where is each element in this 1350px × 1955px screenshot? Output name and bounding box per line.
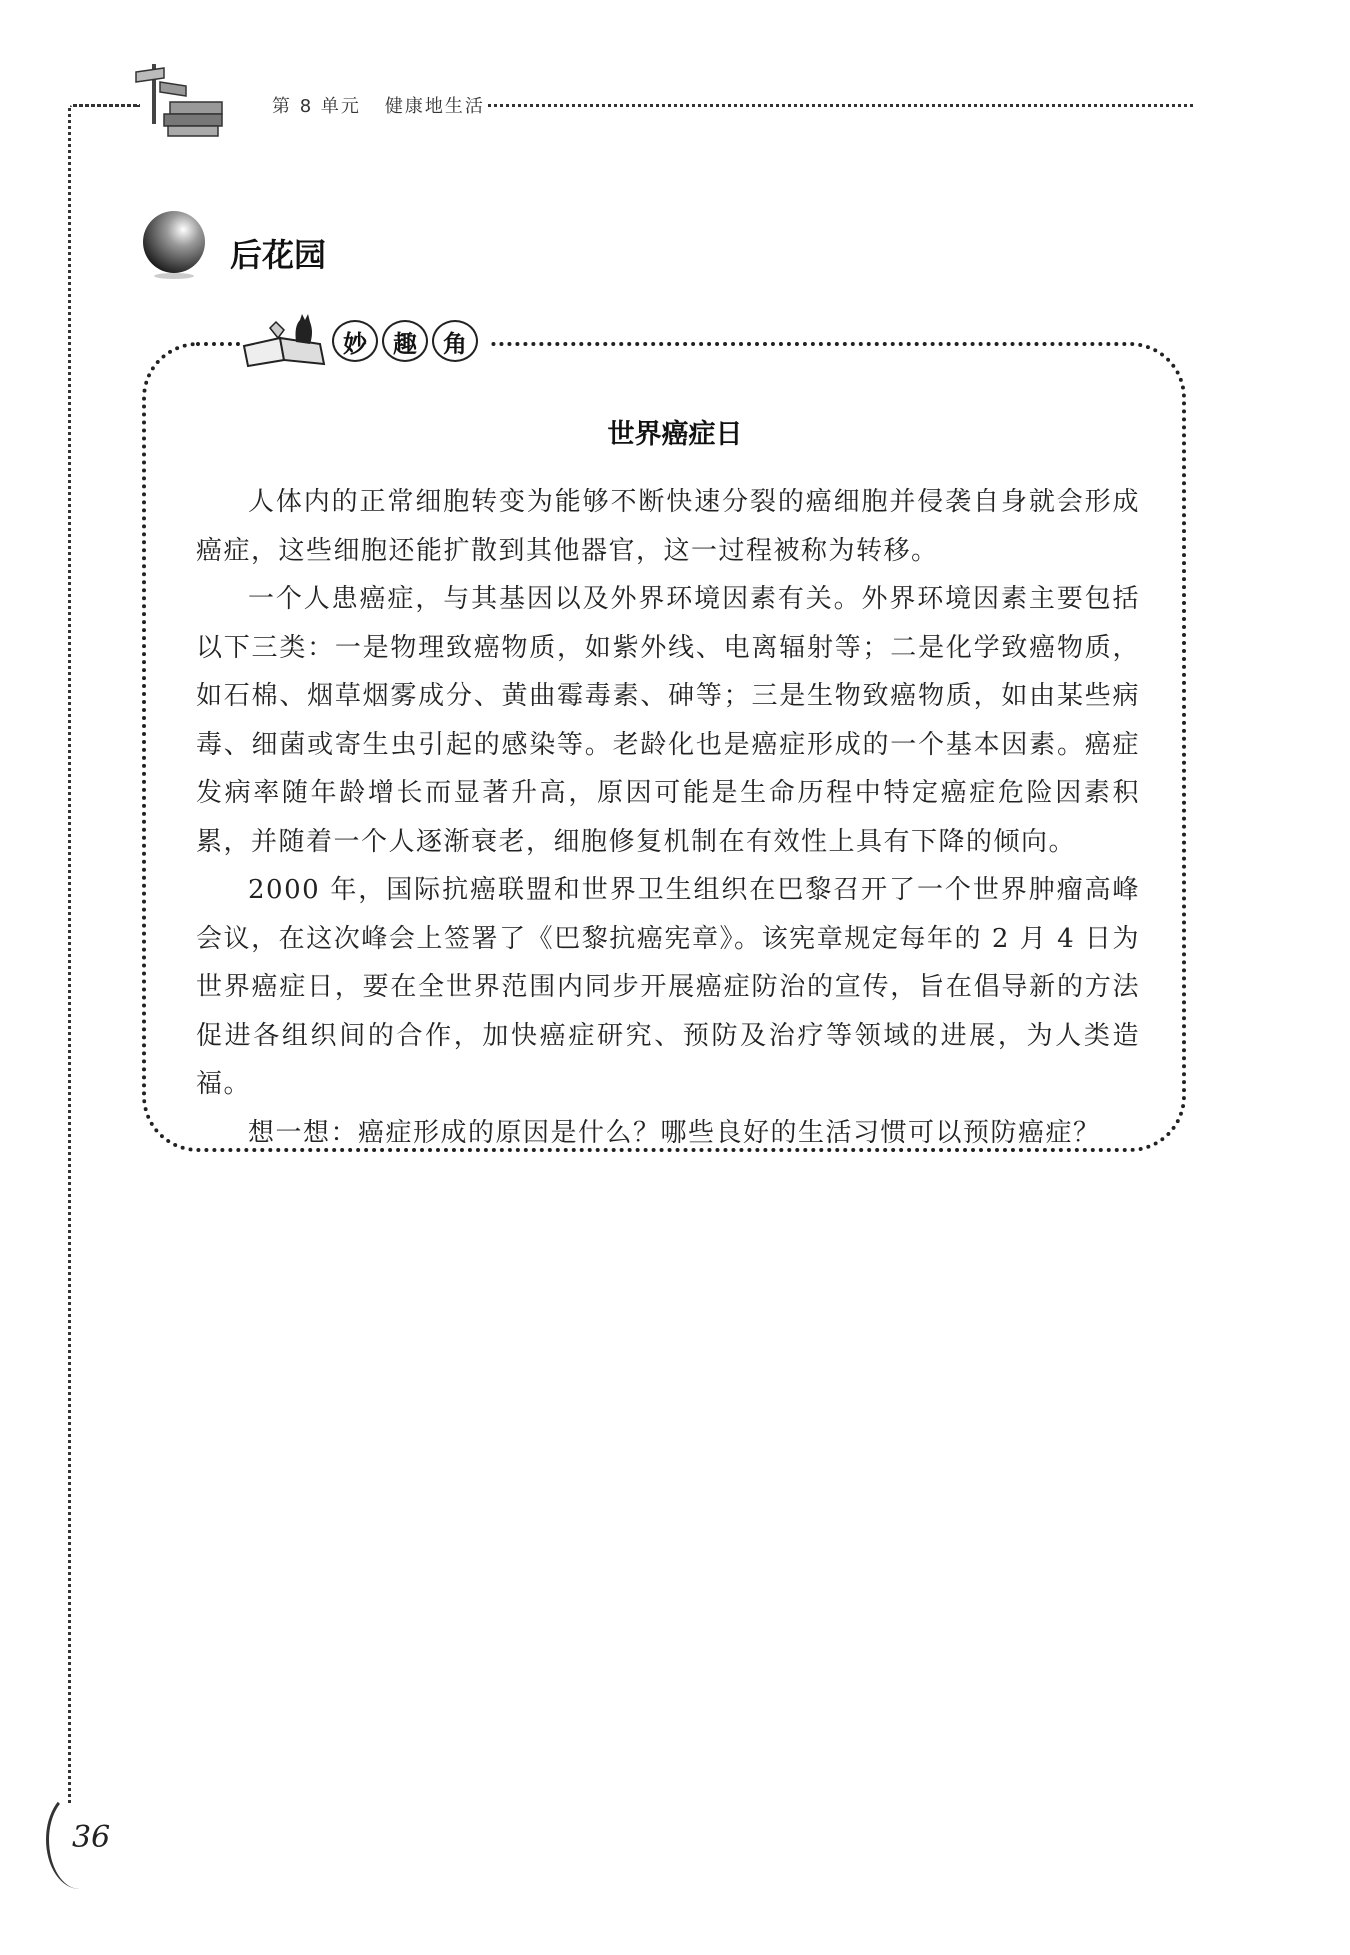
header-chapter: 健康地生活: [384, 96, 485, 117]
article-body: [196, 478, 1140, 1157]
badge-char-3: 角: [432, 320, 478, 362]
fun-corner-badge: [240, 308, 490, 370]
open-book-cat-icon: [240, 308, 330, 370]
section-title: 后花园: [230, 236, 327, 274]
badge-char-2: 趣: [382, 320, 428, 362]
running-header: [272, 92, 509, 118]
article-question: 想一想：癌症形成的原因是什么？哪些良好的生活习惯可以预防癌症？: [248, 1117, 1101, 1148]
article-paragraph: 一个人患癌症，与其基因以及外界环境因素有关。外界环境因素主要包括以下三类：一是物理致癌物质，如紫外线、电离辐射等；二是化学致癌物质，如石棉、烟草烟雾成分、黄曲霉毒素、砷等；三是生物致癌物质，如由某些病毒、细菌或寄生虫引起的感染等。老龄化也是癌症形成的一个基本因素。癌症发病率随年龄增长而显著升高，原因可能是生命历程中特定癌症危险因素积累，并随着一个人逐渐衰老，细胞修复机制在有效性上具有下降的倾向。: [196, 584, 1140, 857]
page-number: 36: [72, 1820, 111, 1855]
header-unit: 第 8 单元: [272, 96, 361, 117]
article-paragraph: 2000 年，国际抗癌联盟和世界卫生组织在巴黎召开了一个世界肿瘤高峰会议，在这次峰会上签署了《巴黎抗癌宪章》。该宪章规定每年的 2 月 4 日为世界癌症日，要在全世界范围内同步开展癌症防治的宣传，旨在倡导新的方法促进各组织间的合作，加快癌症研究、预防及治疗等领域的进展，为人类造福。: [196, 875, 1140, 1099]
globe-ball-icon: [140, 208, 208, 280]
left-dotted-margin: [68, 108, 71, 1803]
article-paragraph: 人体内的正常细胞转变为能够不断快速分裂的癌细胞并侵袭自身就会形成癌症，这些细胞还能扩散到其他器官，这一过程被称为转移。: [196, 487, 1140, 566]
badge-char-1: 妙: [332, 320, 378, 362]
books-signpost-icon: [130, 60, 230, 140]
article-title: 世界癌症日: [607, 419, 743, 450]
header-dotted-rule-right: [488, 104, 1193, 107]
